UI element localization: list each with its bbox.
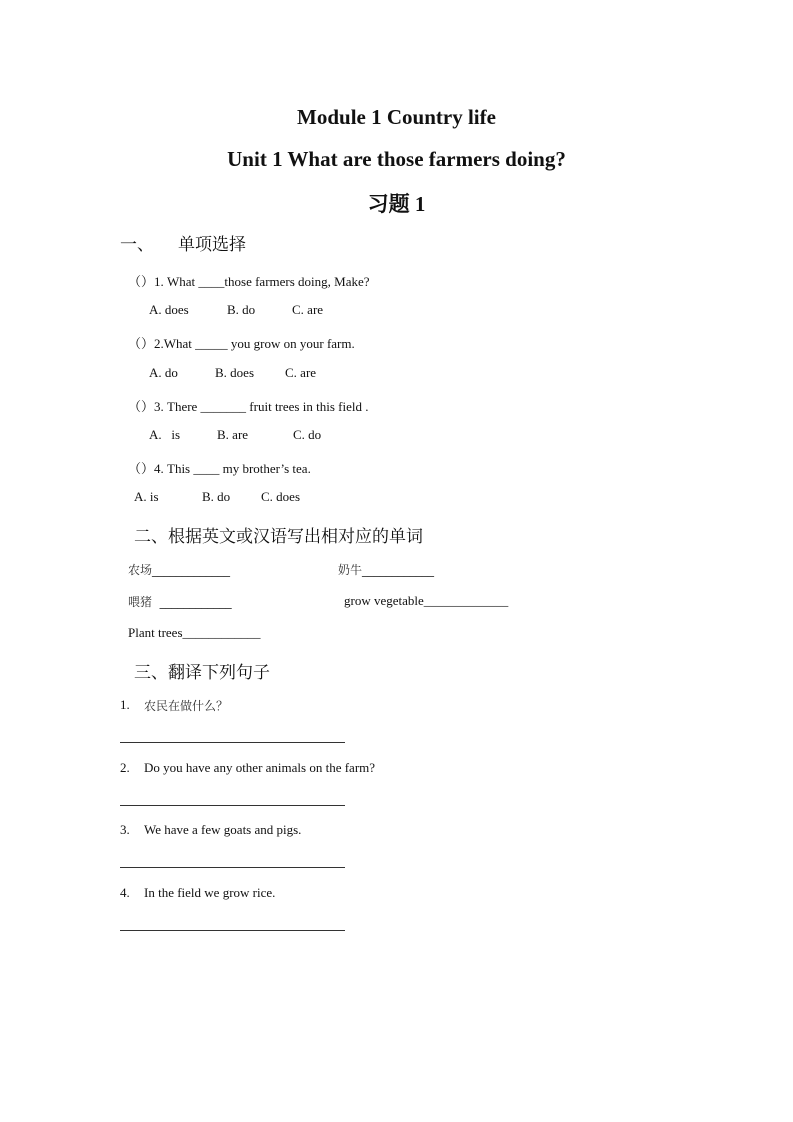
translate-1-number: 1. — [120, 697, 130, 712]
translate-1-text: 农民在做什么？ — [144, 699, 229, 713]
question-1-option-a: A. does — [149, 302, 189, 317]
question-3-option-c: C. do — [293, 427, 322, 442]
unit-title: Unit 1 What are those farmers doing? — [227, 147, 566, 171]
section2-heading: 二、根据英文或汉语写出相对应的单词 — [134, 527, 423, 547]
question-2-option-a: A. do — [149, 365, 178, 380]
question-3-stem: （）3. There _______ fruit trees in this field . — [128, 399, 369, 414]
question-3-option-b: B. are — [217, 427, 249, 442]
question-4-stem: （）4. This ____ my brother’s tea. — [128, 461, 311, 476]
vocab-item-feed-pigs: 喂猪 ____________ — [128, 595, 232, 609]
answer-line-3[interactable] — [120, 867, 345, 868]
answer-line-1[interactable] — [120, 742, 345, 743]
answer-line-4[interactable] — [120, 930, 345, 931]
vocab-item-cow: 奶牛____________ — [338, 563, 435, 577]
question-2-option-c: C. are — [285, 365, 317, 380]
translate-4-number: 4. — [120, 885, 130, 900]
section1-number: 一、 — [120, 235, 154, 255]
question-1-option-b: B. do — [227, 302, 256, 317]
question-4-option-a: A. is — [134, 489, 159, 504]
question-1-option-c: C. are — [292, 302, 324, 317]
vocab-item-plant-trees: Plant trees____________ — [128, 625, 261, 640]
section3-heading: 三、翻译下列句子 — [134, 663, 270, 683]
translate-4-text: In the field we grow rice. — [144, 885, 276, 900]
question-4-option-b: B. do — [202, 489, 231, 504]
question-1-stem: （）1. What ____those farmers doing, Make? — [128, 274, 370, 289]
question-3-option-a: A. is — [149, 427, 181, 442]
question-2-option-b: B. does — [215, 365, 254, 380]
translate-3-number: 3. — [120, 822, 130, 837]
translate-2-number: 2. — [120, 760, 130, 775]
module-title: Module 1 Country life — [297, 105, 496, 129]
question-4-option-c: C. does — [261, 489, 300, 504]
translate-3-text: We have a few goats and pigs. — [144, 822, 302, 837]
answer-line-2[interactable] — [120, 805, 345, 806]
vocab-item-grow-vegetable: grow vegetable_____________ — [344, 593, 509, 608]
translate-2-text: Do you have any other animals on the farm? — [144, 760, 376, 775]
section1-heading: 单项选择 — [178, 235, 246, 255]
vocab-item-farm: 农场_____________ — [128, 563, 231, 577]
question-2-stem: （）2.What _____ you grow on your farm. — [128, 336, 355, 351]
exercise-title: 习题 1 — [367, 192, 426, 216]
